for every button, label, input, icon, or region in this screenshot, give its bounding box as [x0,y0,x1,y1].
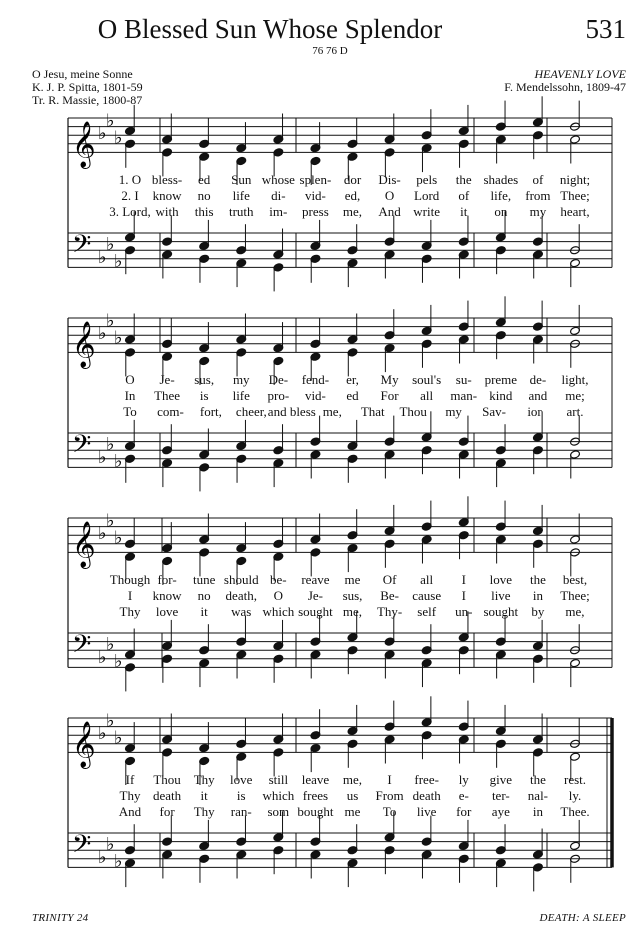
lyric-syllable: know [152,588,182,603]
flat-icon: ♭ [114,651,123,673]
lyric-syllable: it [460,204,468,219]
lyric-syllable: the [529,572,546,587]
lyric-syllable: Sun [231,172,252,187]
lyric-syllable: ly [458,772,469,787]
hymn-title: O Blessed Sun Whose Splendor [97,14,443,44]
lyric-syllable: was [231,604,252,619]
lyric-syllable: still [268,772,289,787]
treble-clef-icon: 𝄞 [72,121,96,168]
lyric-syllable: of [458,188,470,203]
lyric-syllable: dor [343,172,362,187]
lyric-syllable: and [528,388,548,403]
lyric-syllable: soul's [412,372,442,387]
lyric-syllable: me, [565,604,585,619]
lyric-syllable: From [375,788,404,803]
lyric-syllable: ior [527,404,542,419]
lyric-syllable: live [416,804,437,819]
lyric-syllable: from [525,188,551,203]
lyric-syllable: my [232,372,250,387]
lyric-syllable: for- [157,572,177,587]
footer-season: TRINITY 24 [32,912,89,924]
flat-icon: ♭ [106,433,115,455]
lyric-syllable: Of [382,572,397,587]
lyric-syllable: To [123,404,137,419]
lyric-syllable: My [380,372,399,387]
lyric-syllable: all [420,572,434,587]
lyric-syllable: leave [301,772,330,787]
bass-clef-icon: 𝄢 [72,629,92,665]
flat-icon: ♭ [106,710,115,732]
lyric-syllable: in [532,588,543,603]
lyric-syllable: of [532,172,544,187]
treble-staff [68,710,612,769]
lyric-syllable: death [412,788,441,803]
treble-staff [68,510,612,569]
lyrics-block [110,572,590,619]
lyric-syllable: reave [301,572,330,587]
lyric-syllable: me, [342,604,363,619]
lyric-syllable: live [491,588,511,603]
lyric-syllable: for [456,804,472,819]
lyric-syllable: kind [489,388,513,403]
bass-staff [68,230,612,272]
system-4 [68,696,612,891]
flat-icon: ♭ [106,833,115,855]
lyric-syllable: should [223,572,259,587]
lyric-syllable: on [494,204,508,219]
lyrics-block [109,172,590,219]
lyric-syllable: me, [342,204,363,219]
lyric-syllable: I [387,772,392,787]
flat-icon: ♭ [98,246,107,268]
lyric-syllable: ed [198,172,211,187]
flat-icon: ♭ [106,510,115,532]
lyric-syllable: Be- [380,588,399,603]
lyric-syllable: which [262,604,295,619]
lyric-syllable: me, [322,404,342,419]
lyric-syllable: un- [455,604,473,619]
lyric-syllable: rest. [563,772,587,787]
lyric-syllable: And [378,204,401,219]
flat-icon: ♭ [106,633,115,655]
lyric-syllable: ly. [568,788,582,803]
lyric-syllable: best, [562,572,588,587]
lyric-syllable: And [118,804,142,819]
flat-icon: ♭ [114,727,123,749]
lyric-syllable: O [384,188,395,203]
lyric-syllable: cheer, [235,404,267,419]
lyric-syllable: su- [455,372,472,387]
composer: F. Mendelssohn, 1809-47 [504,80,626,94]
lyric-syllable: Thou [153,772,181,787]
bass-clef-icon: 𝄢 [72,229,92,265]
flat-icon: ♭ [114,251,123,273]
lyric-syllable: self [417,604,437,619]
lyric-syllable: with [155,204,179,219]
lyric-syllable: Thou [399,404,427,419]
lyric-syllable: de- [529,372,547,387]
flat-icon: ♭ [106,110,115,132]
flat-icon: ♭ [106,310,115,332]
lyric-syllable: That [360,404,385,419]
lyric-syllable: night; [559,172,591,187]
lyric-syllable: sus, [342,588,363,603]
lyric-syllable: nal- [527,788,549,803]
lyric-syllable: Thy [119,604,141,619]
flat-icon: ♭ [114,851,123,873]
lyric-syllable: O [273,588,284,603]
lyric-syllable: e- [458,788,469,803]
lyric-syllable: me; [565,388,585,403]
flat-icon: ♭ [98,323,107,345]
lyric-syllable: life [232,388,250,403]
lyric-syllable: light, [561,372,589,387]
lyric-syllable: Dis- [378,172,401,187]
lyric-syllable: life [232,188,250,203]
lyric-syllable: Thee; [560,588,590,603]
lyric-syllable: Thee. [560,804,590,819]
lyric-syllable: love [230,772,253,787]
lyric-syllable: I [127,588,133,603]
lyric-syllable: I [461,572,466,587]
lyric-syllable: man- [450,388,478,403]
system-1 [68,96,612,291]
lyric-syllable: Je- [159,372,175,387]
lyric-syllable: us [346,788,359,803]
lyric-syllable: my [445,404,462,419]
lyric-syllable: Sav- [482,404,507,419]
lyric-syllable: Thee [154,388,181,403]
bass-clef-icon: 𝄢 [72,429,92,465]
lyric-syllable: som [267,804,290,819]
lyric-syllable: Though [109,572,151,587]
lyric-syllable: it [200,788,208,803]
lyric-syllable: truth [228,204,254,219]
lyric-syllable: Thee; [560,188,590,203]
lyric-syllable: 1. O [118,172,142,187]
lyric-syllable: ter- [491,788,510,803]
lyric-syllable: death, [225,588,257,603]
lyric-syllable: art. [566,404,584,419]
lyric-syllable: is [236,788,246,803]
lyric-syllable: ran- [230,804,252,819]
lyric-syllable: sought [298,604,333,619]
original-title: O Jesu, meine Sonne [32,67,133,81]
lyric-syllable: di- [271,188,286,203]
lyric-syllable: write [413,204,441,219]
lyric-syllable: love [489,572,513,587]
lyric-syllable: in [532,804,543,819]
lyric-syllable: it [200,604,208,619]
lyric-syllable: whose [261,172,295,187]
treble-clef-icon: 𝄞 [72,521,96,568]
lyrics-block [123,372,588,419]
lyric-syllable: sus, [194,372,215,387]
lyric-syllable: tune [192,572,216,587]
lyric-syllable: 3. Lord, [109,204,151,219]
lyric-syllable: no [197,588,211,603]
lyric-syllable: pro- [267,388,290,403]
bass-staff [68,430,612,472]
lyric-syllable: sought [483,604,519,619]
lyric-syllable: press [302,204,329,219]
flat-icon: ♭ [106,233,115,255]
flat-icon: ♭ [114,527,123,549]
lyric-syllable: me [344,572,361,587]
lyric-syllable: vid- [304,188,326,203]
system-3 [68,496,612,691]
lyric-syllable: shades [483,172,519,187]
lyric-syllable: preme [484,372,518,387]
treble-clef-icon: 𝄞 [72,321,96,368]
lyrics-block [119,772,590,819]
lyric-syllable: aye [491,804,510,819]
flat-icon: ♭ [114,127,123,149]
lyric-syllable: splen- [299,172,332,187]
lyric-syllable: this [194,204,214,219]
lyric-syllable: love [155,604,179,619]
lyric-syllable: er, [346,372,359,387]
lyric-syllable: 2. I [121,188,139,203]
tune-name: HEAVENLY LOVE [534,67,626,81]
lyric-syllable: me, [342,772,363,787]
lyric-syllable: im- [269,204,288,219]
flat-icon: ♭ [114,451,123,473]
lyric-syllable: O [125,372,135,387]
flat-icon: ♭ [98,123,107,145]
lyric-syllable: my [529,204,547,219]
lyric-syllable: death [153,788,182,803]
footer-topic: DEATH: A SLEEP [539,912,626,924]
treble-staff [68,310,612,369]
lyric-syllable: com- [157,404,184,419]
flat-icon: ♭ [98,646,107,668]
lyric-syllable: life, [490,188,512,203]
lyric-syllable: be- [270,572,287,587]
lyric-syllable: the [529,772,546,787]
lyric-syllable: all [420,388,434,403]
lyric-syllable: Thy [193,772,215,787]
lyric-syllable: is [199,388,209,403]
flat-icon: ♭ [98,846,107,868]
lyric-syllable: ed, [344,188,361,203]
flat-icon: ♭ [114,327,123,349]
flat-icon: ♭ [98,446,107,468]
lyric-syllable: no [197,188,211,203]
lyric-syllable: heart, [560,204,590,219]
lyric-syllable: bless- [151,172,183,187]
lyric-syllable: fort, [199,404,222,419]
hymn-number: 531 [585,14,626,44]
lyric-syllable: pels [416,172,438,187]
meter: 76 76 D [312,45,348,57]
lyric-syllable: In [124,388,136,403]
lyric-syllable: Thy [119,788,141,803]
lyric-syllable: for [159,804,175,819]
bass-staff [68,630,612,672]
lyric-syllable: cause [412,588,442,603]
flat-icon: ♭ [98,723,107,745]
treble-staff [68,110,612,169]
lyric-syllable: give [489,772,513,787]
bass-staff [68,830,612,872]
lyric-syllable: and bless [267,404,316,419]
lyric-syllable: vid- [304,388,326,403]
lyric-syllable: know [152,188,182,203]
lyric-syllable: For [380,388,399,403]
lyric-syllable: Thy- [376,604,403,619]
lyric-syllable: To [382,804,397,819]
lyric-syllable: Je- [307,588,324,603]
lyric-syllable: I [461,588,466,603]
lyric-syllable: ed [346,388,359,403]
lyric-syllable: Lord [414,188,440,203]
system-2 [68,296,612,491]
lyric-syllable: If [125,772,135,787]
lyric-syllable: bought [297,804,334,819]
treble-clef-icon: 𝄞 [72,721,96,768]
lyric-syllable: free- [414,772,439,787]
bass-clef-icon: 𝄢 [72,829,92,865]
author: K. J. P. Spitta, 1801-59 [32,80,143,94]
lyric-syllable: which [262,788,295,803]
lyric-syllable: by [531,604,545,619]
lyric-syllable: the [455,172,472,187]
translator: Tr. R. Massie, 1800-87 [32,93,143,107]
flat-icon: ♭ [98,523,107,545]
lyric-syllable: De- [268,372,289,387]
lyric-syllable: Thy [193,804,215,819]
lyric-syllable: fend- [301,372,330,387]
lyric-syllable: frees [302,788,329,803]
lyric-syllable: me [344,804,361,819]
